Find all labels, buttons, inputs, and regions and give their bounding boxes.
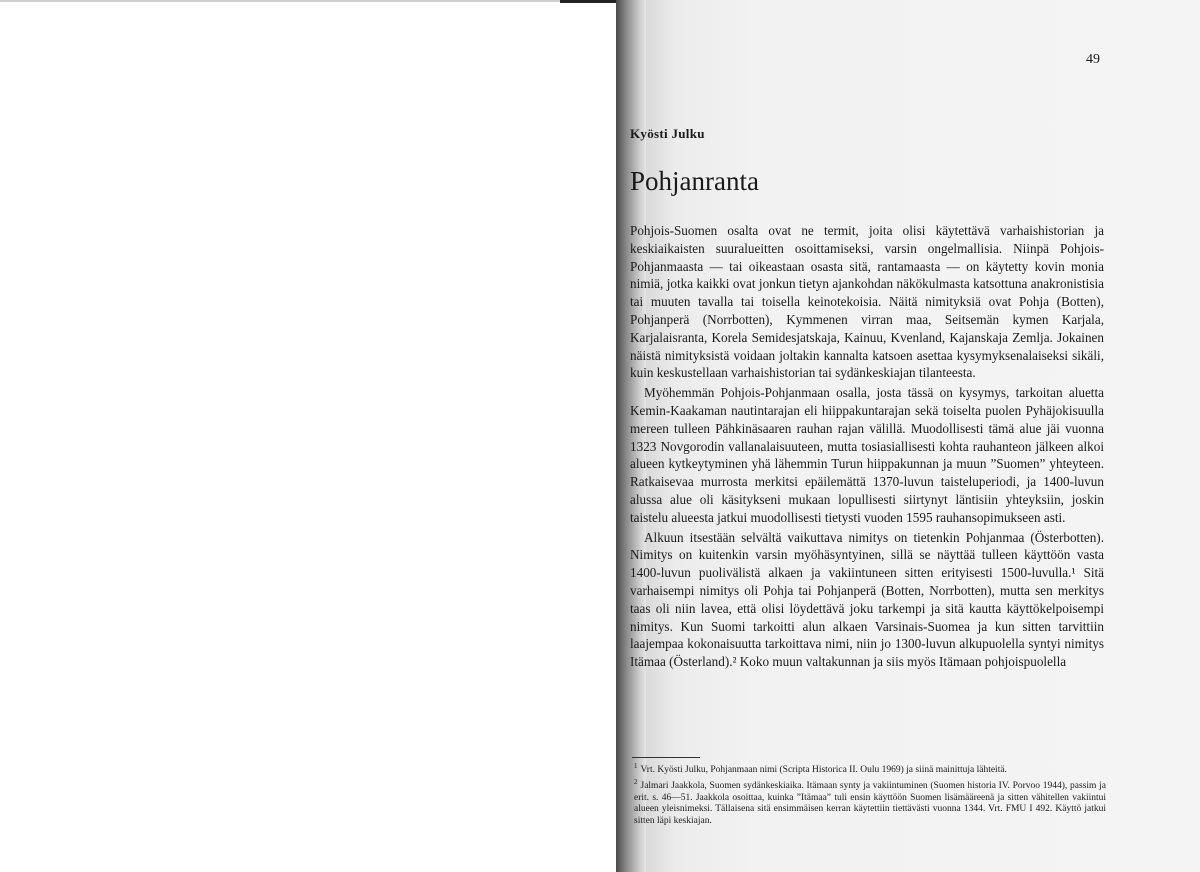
article-title: Pohjanranta [630,166,759,196]
paragraph-2: Myöhemmän Pohjois-Pohjanmaan osalla, josta tässä on kysymys, tarkoitan aluetta Kemin-Kaakaman nautintarajan eli hiippakuntarajan sekä toiselta puolen Pyhäjokisuulla mereen tulleen Pähkinäsaaren rauhan rajan välillä. Muodollisesti tämä alue jäi vuonna 1323 Novgorodin vallanalaisuuteen, mutta tosiasiallisesti kohta rauhanteon jälkeen alkoi alueen kytkeytyminen yhä lähemmin Turun hiippakunnan ja muun ”Suomen” yhteyteen. Ratkaisevaa murrosta merkitsi epäilemättä 1370-luvun taisteluperiodi, ja 1400-luvun alussa alue oli käsitykseni mukaan lopullisesti siirtynyt läntisiin yhteyksiin, joskin taistelu alueesta jatkui muodollisesti tietysti vuoden 1595 rauhansopimukseen asti. [630,385,1104,525]
footnote-divider [632,757,700,758]
article-body [630,222,1104,671]
page-number: 49 [1086,52,1100,67]
footnotes [634,761,1106,828]
footnote-1-number: 1 [634,762,638,770]
paragraph-1: Pohjois-Suomen osalta ovat ne termit, joita olisi käytettävä varhaishistorian ja keskiaikaisten suuralueitten osoittamiseksi, varsin ongelmallisia. Niinpä Pohjois-Pohjanmaasta — tai oikeastaan osasta sitä, rantamaasta — on käytetty kovin monia nimiä, jotka kaikki ovat jonkun tietyn ajankohdan näkökulmasta katsottuna anakronistisia tai muuten tavalla tai toisella keinotekoisia. Näitä nimityksiä ovat Pohja (Botten), Pohjanperä (Norrbotten), Kymmenen virran maa, Seitsemän kymen Karjala, Karjalaisranta, Korela Semidesjatskaja, Kainuu, Kvenland, Kajanskaja Zemlja. Jokainen näistä nimityksistä voidaan joltakin kannalta katsoen asettaa kysymyksenalaiseksi sikäli, kuin keskustellaan varhaishistorian tai sydänkeskiajan tilanteesta. [630,223,1104,381]
footnote-2-number: 2 [634,778,638,787]
author-name: Kyösti Julku [630,126,705,141]
top-edge-rule [0,0,620,2]
footnote-2-text: Jalmari Jaakkola, Suomen sydänkeskiaika. Itämaan synty ja vakiintuminen (Suomen historia IV. Porvoo 1944), passim ja erit. s. 46—51. Jaakkola osoittaa, kuinka ”Itämaa” tuli ensin käyttöön Suomen lisämääreenä ja sitten vähitellen vakiintui alueen yleisnimeksi. Tällaisena sitä ensimmäisen kerran käytettiin tiettävästi vuonna 1344. Vrt. FMU I 492. Käyttö jatkui sitten läpi keskiajan. [634,781,1106,826]
footnote-2 [634,777,1106,826]
top-edge-shadow [560,0,620,3]
footnote-1-text: Vrt. Kyösti Julku, Pohjanmaan nimi (Scripta Historica II. Oulu 1969) ja siinä mainittuja lähteitä. [640,765,1007,776]
footnote-1 [634,761,1106,776]
paragraph-3: Alkuun itsestään selvältä vaikuttava nimitys on tietenkin Pohjanmaa (Österbotten). Nimitys on kuitenkin varsin myöhäsyntyinen, sillä se näyttää tulleen käyttöön vasta 1400-luvun puolivälistä alkaen ja vakiintuneen sitten erityisesti 1500-luvulla.¹ Sitä varhaisempi nimitys oli Pohja tai Pohjanperä (Botten, Norrbotten), mutta sen merkitys taas oli niin lavea, että olisi löydettävä joku tarkempi ja sitä kautta käyttökelpoisempi nimitys. Kun Suomi tarkoitti alun alkaen Varsinais-Suomea ja kun sitten tarvittiin laajempaa kokonaisuutta tarkoittava nimi, niin jo 1300-luvun alkupuolella syntyi nimitys Itämaa (Österland).² Koko muun valtakunnan ja siis myös Itämaan pohjoispuolella [630,529,1104,670]
